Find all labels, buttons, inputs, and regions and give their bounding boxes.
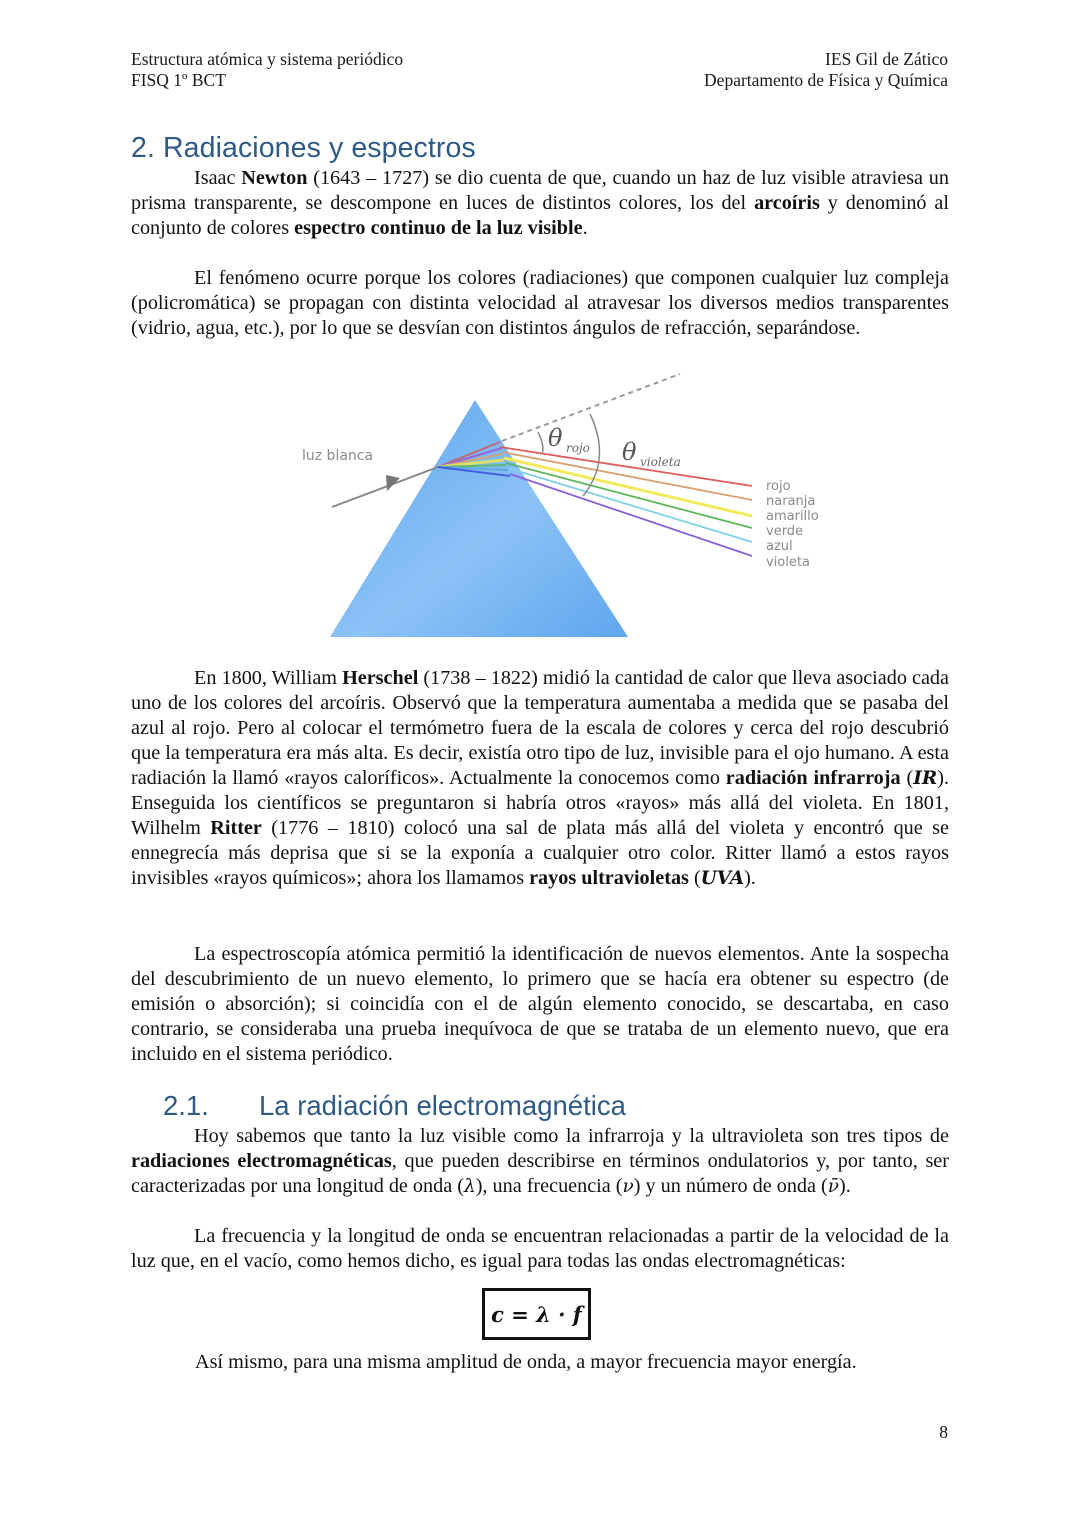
incident-light-label: luz blanca bbox=[302, 448, 374, 464]
bold-arcoiris: arcoíris bbox=[754, 192, 820, 214]
text: En 1800, William bbox=[194, 667, 343, 689]
math-nu-bar: ν̄ bbox=[827, 1176, 839, 1197]
math-lambda: λ bbox=[463, 1176, 476, 1197]
header-course-code: FISQ 1º BCT bbox=[131, 70, 226, 90]
text: La espectroscopía atómica permitió la identificación de nuevos elementos. Ante la sospecha del descubrimiento de un nuevo elemento, lo primero que se hacía era obtener su espectro (de emisión o absorción); si coincidía con el de algún elemento conocido, se descartaba, en caso contrario, se consideraba una prueba inequívoca de que se trataba de un elemento nuevo, que era incluido en el sistema periódico. bbox=[131, 943, 949, 1065]
prism-dispersion-figure bbox=[290, 370, 850, 650]
text: ( bbox=[900, 767, 914, 789]
text: ). Enseguida los científicos se preguntaron si habría otros «rayos» más allá del violeta. En 1801, Wilhelm bbox=[131, 767, 949, 839]
header-school: IES Gil de Zático bbox=[825, 49, 948, 69]
text: El fenómeno ocurre porque los colores (radiaciones) que componen cualquier luz compleja (policromática) se propagan con distinta velocidad al atravesar los diversos medios transparentes (vidrio, agua, etc.), por lo que se desvían con distintos ángulos de refracción, separándose. bbox=[131, 267, 949, 339]
formula-box bbox=[482, 1288, 591, 1340]
subsection-number: 2.1. bbox=[163, 1090, 209, 1121]
label-naranja: naranja bbox=[766, 494, 816, 509]
text: ( bbox=[688, 867, 701, 889]
paragraph-spectroscopy bbox=[131, 942, 949, 1067]
text: y denominó al conjunto de colores bbox=[131, 192, 950, 239]
math-uva: UVA bbox=[700, 868, 745, 889]
bold-ritter: Ritter bbox=[210, 817, 262, 839]
bold-rayos-ultravioletas: rayos ultravioletas bbox=[529, 867, 689, 889]
formula-c-lambda-f: c = λ · f bbox=[491, 1301, 582, 1327]
theta-rojo-symbol: θ bbox=[548, 424, 563, 452]
text: ), una frecuencia ( bbox=[475, 1175, 623, 1197]
text: La frecuencia y la longitud de onda se encuentran relacionadas a partir de la velocidad de la luz que, en el vacío, como hemos dicho, es igual para todas las ondas electromagnéticas: bbox=[131, 1225, 949, 1272]
text: Isaac bbox=[194, 167, 242, 189]
prism-shape bbox=[330, 400, 628, 637]
bold-radiacion-infrarroja: radiación infrarroja bbox=[725, 767, 901, 789]
label-verde: verde bbox=[766, 524, 804, 539]
text: ). bbox=[839, 1175, 851, 1197]
text: (1643 – 1727) se dio cuenta de que, cuando un haz de luz visible atraviesa un prisma transparente, se descompone en luces de distintos colores, los del bbox=[131, 167, 949, 214]
paragraph-refraction bbox=[131, 266, 949, 341]
section-heading: 2. Radiaciones y espectros bbox=[131, 132, 476, 164]
bold-radiaciones-electromagneticas: radiaciones electromagnéticas bbox=[131, 1150, 392, 1172]
bold-newton: Newton bbox=[241, 167, 308, 189]
paragraph-newton bbox=[131, 166, 949, 241]
page-number: 8 bbox=[939, 1422, 948, 1442]
text: (1776 – 1810) colocó una sal de plata más allá del violeta y encontró que se ennegrecía más deprisa que si se la exponía a cualquier otro color. Ritter llamó a estos rayos invisibles «rayos químicos»; ahora los llamamos bbox=[131, 817, 949, 889]
text: (1738 – 1822) midió la cantidad de calor que lleva asociado cada uno de los colores del arcoíris. Observó que la temperatura aumentaba a medida que se pasaba del azul al rojo. Pero al colocar el termómetro fuera de la escala de colores y cerca del rojo descubrió que la temperatura era más alta. Es decir, existía otro tipo de luz, invisible para el ojo humano. A esta radiación la llamó «rayos caloríficos». Actualmente la conocemos como bbox=[131, 667, 949, 789]
paragraph-energy: Así mismo, para una misma amplitud de onda, a mayor frecuencia mayor energía. bbox=[195, 1351, 857, 1373]
text: , que pueden describirse en términos ondulatorios y, por tanto, ser caracterizadas por una longitud de onda ( bbox=[131, 1150, 949, 1197]
bold-herschel: Herschel bbox=[342, 667, 419, 689]
label-violeta: violeta bbox=[766, 555, 810, 570]
prism-diagram bbox=[290, 370, 850, 650]
theta-violeta-symbol: θ bbox=[622, 438, 637, 466]
paragraph-frequency-wavelength bbox=[131, 1224, 949, 1274]
theta-rojo-subscript: rojo bbox=[566, 441, 590, 455]
bold-espectro-continuo: espectro continuo de la luz visible bbox=[294, 217, 583, 239]
label-rojo: rojo bbox=[766, 479, 791, 494]
dashed-reference-line bbox=[502, 374, 680, 441]
label-amarillo: amarillo bbox=[766, 509, 819, 524]
color-legend bbox=[766, 479, 819, 570]
math-nu: ν bbox=[622, 1176, 634, 1197]
angle-arc-rojo bbox=[538, 432, 543, 454]
subsection-title: La radiación electromagnética bbox=[259, 1090, 626, 1121]
label-azul: azul bbox=[766, 539, 793, 554]
text: . bbox=[582, 217, 588, 239]
paragraph-herschel-ritter bbox=[131, 666, 949, 891]
page-header-right bbox=[704, 49, 948, 91]
math-ir: IR bbox=[913, 768, 938, 789]
page-header-left bbox=[131, 49, 403, 91]
header-course-topic: Estructura atómica y sistema periódico bbox=[131, 49, 404, 69]
paragraph-em-radiation bbox=[131, 1124, 949, 1199]
header-department: Departamento de Física y Química bbox=[704, 70, 948, 90]
text: ). bbox=[744, 867, 756, 889]
theta-violeta-subscript: violeta bbox=[640, 455, 681, 469]
text: Hoy sabemos que tanto la luz visible como la infrarroja y la ultravioleta son tres tipos de bbox=[194, 1125, 949, 1147]
text: ) y un número de onda ( bbox=[633, 1175, 828, 1197]
subsection-heading bbox=[163, 1088, 626, 1124]
